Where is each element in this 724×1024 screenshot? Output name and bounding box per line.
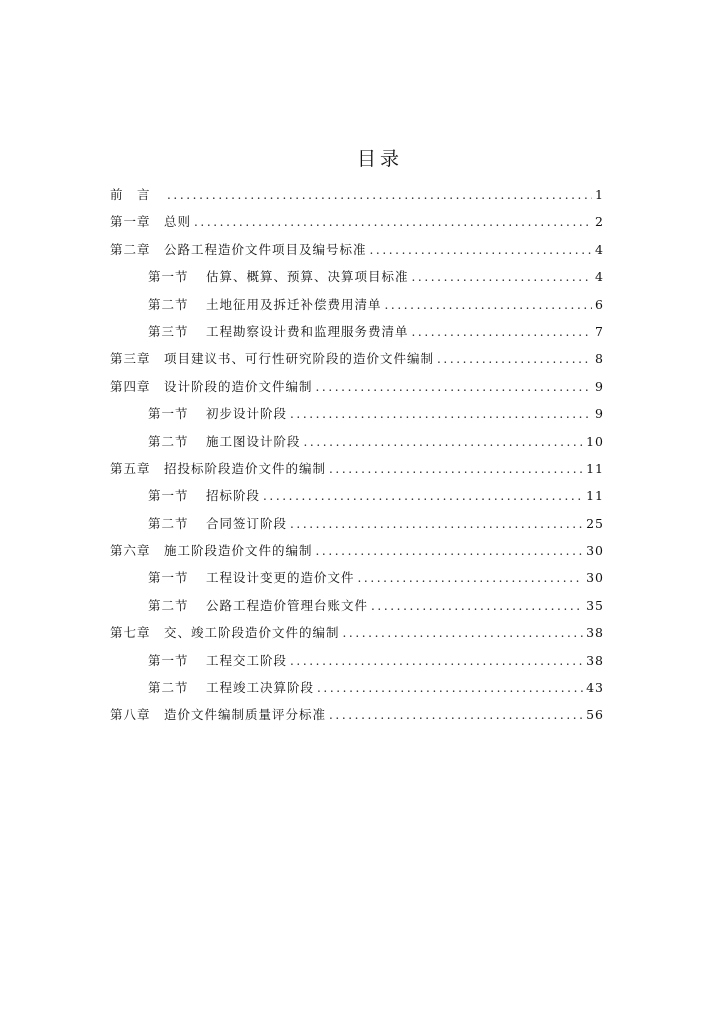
toc-entry-page: 35	[586, 597, 604, 613]
toc-entry-page: 4	[595, 241, 604, 257]
toc-entry[interactable]	[110, 296, 604, 323]
toc-entry-title: 招标阶段	[206, 488, 261, 504]
toc-entry-page: 30	[586, 543, 604, 559]
toc-entry[interactable]	[110, 405, 604, 432]
toc-entry[interactable]	[110, 213, 604, 240]
toc-entry-number: 第二节	[148, 680, 189, 696]
toc-entry-title: 公路工程造价管理台账文件	[206, 597, 369, 613]
toc-entry-number: 第七章	[110, 625, 151, 641]
toc-leader-dots	[290, 405, 592, 423]
toc-entry[interactable]	[110, 460, 604, 487]
toc-leader-dots	[370, 241, 593, 259]
toc-entry[interactable]	[110, 268, 604, 295]
toc-entry-number: 第二节	[148, 597, 189, 613]
toc-entry-title: 总则	[164, 214, 192, 230]
toc-entry-title: 设计阶段的造价文件编制	[164, 378, 313, 394]
toc-entry-title: 招投标阶段造价文件的编制	[164, 460, 327, 476]
toc-entry-title: 项目建议书、可行性研究阶段的造价文件编制	[164, 351, 435, 367]
toc-leader-dots	[167, 186, 592, 204]
toc-entry-number: 第四章	[110, 378, 151, 394]
toc-entry-number: 第一节	[148, 652, 189, 668]
toc-leader-dots	[343, 624, 584, 642]
toc-leader-dots	[358, 569, 584, 587]
toc-leader-dots	[385, 296, 593, 314]
toc-entry-number: 第三节	[148, 323, 189, 339]
toc-entry-number: 第二章	[110, 241, 151, 257]
toc-entry[interactable]	[110, 323, 604, 350]
toc-entry-page: 6	[595, 296, 604, 312]
toc-entry-page: 11	[586, 460, 604, 476]
toc-entry-page: 7	[595, 323, 604, 339]
toc-entry-page: 10	[586, 433, 604, 449]
toc-entry-title: 初步设计阶段	[206, 406, 288, 422]
toc-entry-title: 工程交工阶段	[206, 652, 288, 668]
toc-entry-title: 合同签订阶段	[206, 515, 288, 531]
toc-leader-dots	[412, 323, 593, 341]
toc-entry-page: 2	[595, 214, 604, 230]
toc-entry-number: 第八章	[110, 707, 151, 723]
toc-leader-dots	[316, 378, 593, 396]
toc-entry-page: 1	[595, 187, 604, 202]
toc-entry-page: 43	[586, 680, 604, 696]
toc-entry-number: 前 言	[110, 187, 151, 202]
toc-entry-number: 第一节	[148, 570, 189, 586]
toc-entry[interactable]	[110, 652, 604, 679]
toc-leader-dots	[316, 542, 584, 560]
page-title: 目录	[356, 148, 403, 170]
toc-entry[interactable]	[110, 433, 604, 460]
toc-entry-title: 施工图设计阶段	[206, 433, 301, 449]
toc-leader-dots	[412, 268, 593, 286]
toc-entry-title: 工程竣工决算阶段	[206, 680, 315, 696]
toc-entry-number: 第一章	[110, 214, 151, 230]
toc-entry-title: 交、竣工阶段造价文件的编制	[164, 625, 340, 641]
table-of-contents	[110, 186, 604, 734]
toc-entry-title: 施工阶段造价文件的编制	[164, 543, 313, 559]
toc-leader-dots	[329, 460, 583, 478]
toc-entry-page: 9	[595, 378, 604, 394]
toc-entry-page: 30	[586, 570, 604, 586]
toc-leader-dots	[290, 652, 583, 670]
toc-entry-page: 4	[595, 269, 604, 285]
toc-entry-title: 工程设计变更的造价文件	[206, 570, 355, 586]
toc-entry-page: 8	[595, 351, 604, 367]
toc-entry-page: 9	[595, 406, 604, 422]
toc-entry-number: 第五章	[110, 460, 151, 476]
toc-entry[interactable]	[110, 515, 604, 542]
toc-entry[interactable]	[110, 542, 604, 569]
toc-entry[interactable]	[110, 378, 604, 405]
toc-entry-number: 第一节	[148, 488, 189, 504]
toc-entry[interactable]	[110, 241, 604, 268]
toc-entry[interactable]	[110, 597, 604, 624]
toc-entry-number: 第一节	[148, 269, 189, 285]
toc-leader-dots	[290, 515, 583, 533]
toc-entry-number: 第一节	[148, 406, 189, 422]
toc-entry[interactable]	[110, 487, 604, 514]
toc-leader-dots	[304, 433, 584, 451]
toc-leader-dots	[329, 706, 583, 724]
toc-entry-page: 38	[586, 652, 604, 668]
toc-entry-number: 第三章	[110, 351, 151, 367]
toc-entry-title: 工程勘察设计费和监理服务费清单	[206, 323, 409, 339]
toc-leader-dots	[194, 213, 592, 231]
toc-entry-page: 38	[586, 625, 604, 641]
toc-entry[interactable]	[110, 569, 604, 596]
toc-entry[interactable]	[110, 679, 604, 706]
toc-entry[interactable]	[110, 350, 604, 377]
toc-entry-page: 56	[586, 707, 604, 723]
toc-leader-dots	[263, 487, 583, 505]
toc-leader-dots	[317, 679, 583, 697]
toc-entry-number: 第二节	[148, 433, 189, 449]
toc-entry[interactable]	[110, 706, 604, 733]
toc-entry-title: 土地征用及拆迁补偿费用清单	[206, 296, 382, 312]
toc-entry-title: 公路工程造价文件项目及编号标准	[164, 241, 367, 257]
toc-entry-title: 造价文件编制质量评分标准	[164, 707, 327, 723]
toc-entry-number: 第二节	[148, 515, 189, 531]
toc-entry-page: 11	[586, 488, 604, 504]
toc-entry-page: 25	[586, 515, 604, 531]
toc-entry-number: 第六章	[110, 543, 151, 559]
toc-leader-dots	[437, 350, 592, 368]
toc-entry[interactable]	[110, 624, 604, 651]
toc-entry[interactable]	[110, 186, 604, 213]
toc-leader-dots	[371, 597, 583, 615]
toc-entry-number: 第二节	[148, 296, 189, 312]
toc-entry-title: 估算、概算、预算、决算项目标准	[206, 269, 409, 285]
